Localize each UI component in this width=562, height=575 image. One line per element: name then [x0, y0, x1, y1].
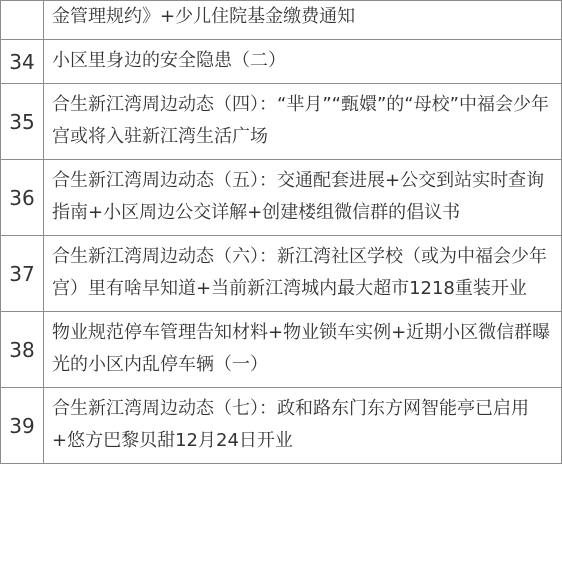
row-title: 合生新江湾周边动态（五）：交通配套进展+公交到站实时查询指南+小区周边公交详解+创建楼组微信群的倡议书 [44, 160, 562, 236]
table-row [1, 84, 562, 160]
row-title: 物业规范停车管理告知材料+物业锁车实例+近期小区微信群曝光的小区内乱停车辆（一） [44, 312, 562, 388]
row-title: 合生新江湾周边动态（六）：新江湾社区学校（或为中福会少年宫）里有啥早知道+当前新江湾城内最大超市1218重装开业 [44, 236, 562, 312]
row-number: 37 [1, 236, 44, 312]
row-title: 合生新江湾周边动态（四）：“芈月”“甄嬛”的“母校”中福会少年宫或将入驻新江湾生活广场 [44, 84, 562, 160]
row-number: 35 [1, 84, 44, 160]
row-title: 合生新江湾周边动态（七）：政和路东门东方网智能亭已启用+悠方巴黎贝甜12月24日开业 [44, 388, 562, 464]
row-title: 金管理规约》+少儿住院基金缴费通知 [44, 1, 562, 40]
table-row [1, 160, 562, 236]
row-number: 36 [1, 160, 44, 236]
table-row [1, 40, 562, 84]
row-number: 34 [1, 40, 44, 84]
row-title: 小区里身边的安全隐患（二） [44, 40, 562, 84]
table-row [1, 388, 562, 464]
row-number: 39 [1, 388, 44, 464]
table-row [1, 312, 562, 388]
row-number [1, 1, 44, 40]
table-row [1, 1, 562, 40]
row-number: 38 [1, 312, 44, 388]
table-row [1, 236, 562, 312]
